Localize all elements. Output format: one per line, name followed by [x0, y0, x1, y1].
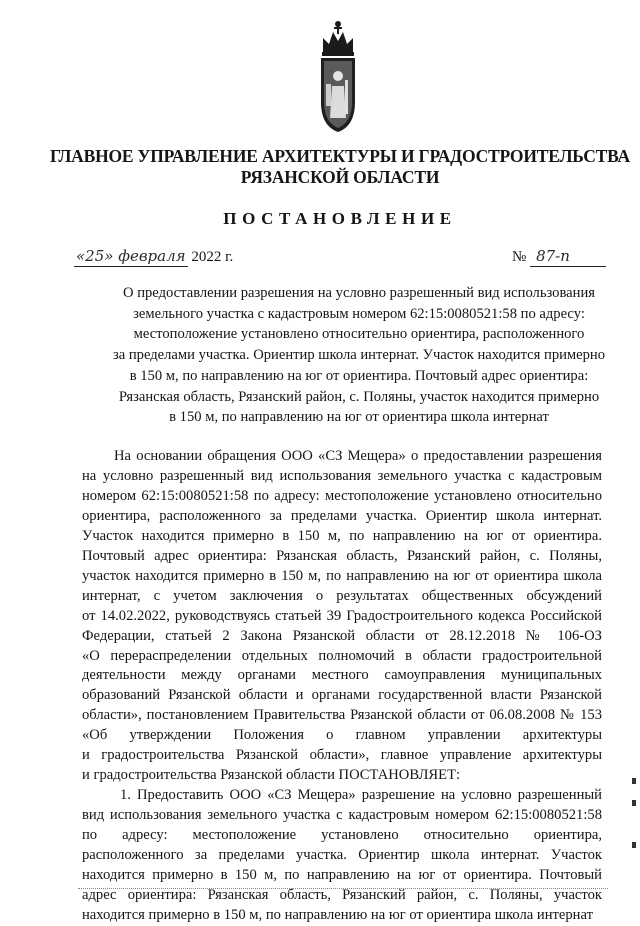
body-line: по адресу: местоположение установлено относительно ориентира, — [82, 827, 602, 844]
body-line: интернат, с учетом заключения о результатах общественных обсуждений — [82, 587, 602, 604]
subject-line: О предоставлении разрешения на условно разрешенный вид использования — [123, 285, 595, 301]
document-body — [82, 447, 602, 926]
body-line: деятельности между органами местного самоуправления муниципальных — [82, 667, 602, 684]
body-line: вид использования земельного участка с кадастровым номером 62:15:0080521:58 — [82, 807, 602, 824]
body-line: на условно разрешенный вид использования земельного участка с кадастровым — [82, 467, 602, 484]
subject-line: Рязанская область, Рязанский район, с. Поляны, участок находится примерно — [118, 388, 600, 405]
subject-line: местоположение установлено относительно ориентира, расположенного — [133, 326, 585, 343]
ryazan-coat-of-arms-icon — [316, 14, 360, 138]
body-line: находится примерно в 150 м, по направлению на юг от ориентира школа интернат — [82, 906, 593, 923]
body-line: участок находится примерно в 150 м, по направлению на юг от ориентира школа — [82, 567, 602, 584]
subject-line: земельного участка с кадастровым номером 62:15:0080521:58 по адресу: — [133, 305, 585, 322]
handwritten-number: 87-п — [530, 246, 606, 267]
document-type-title: ПОСТАНОВЛЕНИЕ — [223, 209, 457, 228]
body-line: и градостроительства Рязанской области», главное управление архитектуры — [82, 747, 602, 764]
document-date — [74, 246, 233, 267]
handwritten-date: «25» февраля — [76, 247, 186, 265]
body-line: области», постановлением Правительства Рязанской области от 06.08.2008 № 153 — [82, 707, 602, 724]
body-line: и градостроительства Рязанской области ПОСТАНОВЛЯЕТ: — [82, 767, 461, 784]
scan-edge-mark — [632, 800, 636, 806]
body-line: «Об утверждении Положения о главном управлении архитектуры — [82, 727, 602, 744]
body-line: На основании обращения ООО «СЗ Мещера» о предоставлении разрешения — [114, 448, 602, 464]
body-line: Федерации, статьей 2 Закона Рязанской области от 28.12.2018 № 106-ОЗ — [82, 627, 602, 644]
org-name-line1: ГЛАВНОЕ УПРАВЛЕНИЕ АРХИТЕКТУРЫ И ГРАДОСТРОИТЕЛЬСТВА — [50, 146, 630, 166]
number-sign: № — [512, 249, 527, 265]
body-line: Участок находится примерно в 150 м, по направлению на юг от ориентира. — [82, 527, 602, 544]
subject-line: за пределами участка. Ориентир школа интернат. Участок находится примерно — [112, 347, 606, 364]
body-line: находится примерно в 150 м, по направлению на юг от ориентира. Почтовый — [82, 867, 602, 884]
page-bottom-rule — [78, 888, 608, 889]
document-number — [512, 246, 606, 267]
body-line: от 14.02.2022, руководствуясь статьей 39 Градостроительного кодекса Российской — [82, 607, 602, 624]
document-year: 2022 г. — [191, 249, 234, 265]
scan-edge-mark — [632, 778, 636, 784]
scan-edge-mark — [632, 842, 636, 848]
org-name-line2: РЯЗАНСКОЙ ОБЛАСТИ — [240, 167, 440, 187]
document-subject — [78, 283, 640, 428]
subject-line: в 150 м, по направлению на юг от ориентира. Почтовый адрес ориентира: — [129, 367, 589, 384]
body-line: расположенного за пределами участка. Ориентир школа интернат. Участок — [82, 847, 602, 864]
subject-line: в 150 м, по направлению на юг от ориентира школа интернат — [169, 409, 549, 426]
body-line: адрес ориентира: Рязанская область, Рязанский район, с. Поляны, участок — [82, 886, 602, 903]
body-line: образований Рязанской области и органами государственной власти Рязанской — [82, 687, 602, 704]
body-line: номером 62:15:0080521:58 по адресу: местоположение установлено относительно — [82, 487, 602, 504]
body-line: Почтовый адрес ориентира: Рязанская область, Рязанский район, с. Поляны, — [82, 547, 602, 564]
body-line: 1. Предоставить ООО «СЗ Мещера» разрешение на условно разрешенный — [120, 787, 602, 804]
body-line: «О перераспределении отдельных полномочий в области градостроительной — [82, 647, 602, 664]
body-line: ориентира, расположенного за пределами участка. Ориентир школа интернат. — [82, 507, 602, 524]
